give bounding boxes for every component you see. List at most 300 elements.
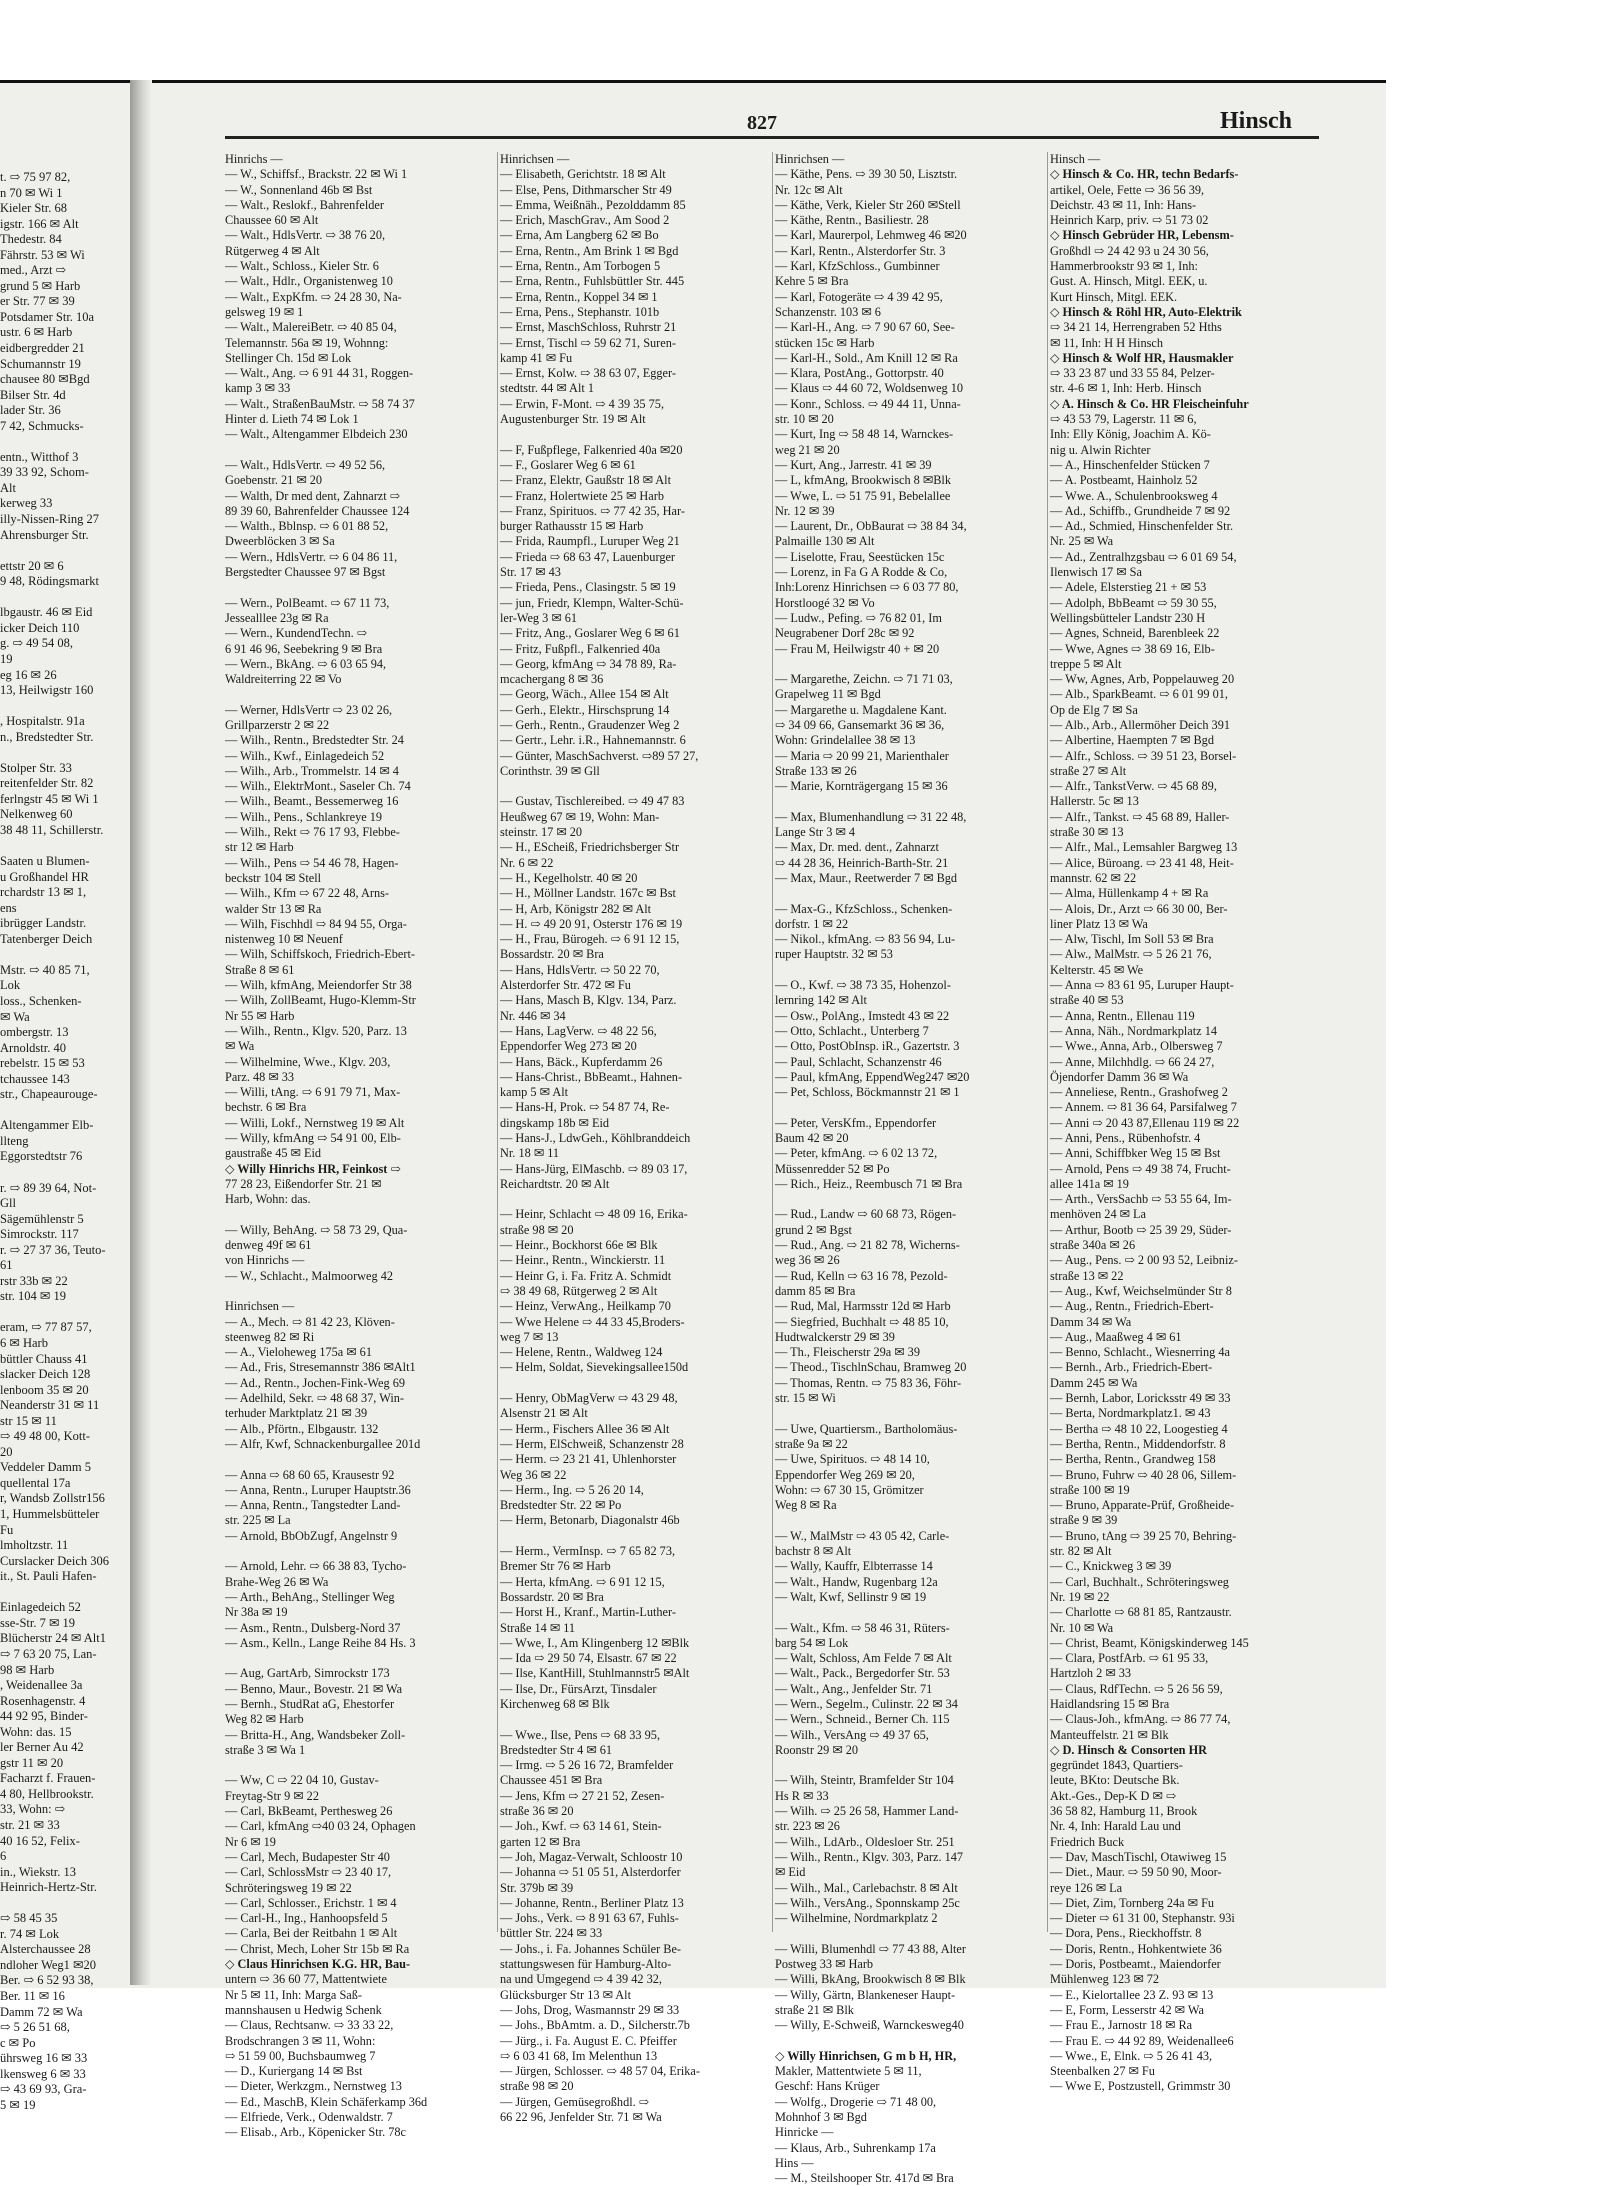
- directory-entry-line: Weg 36 ✉ 22: [500, 1467, 567, 1482]
- directory-entry-line: — Henry, ObMagVerw ⇨ 43 29 48,: [500, 1391, 678, 1406]
- directory-entry-line: Stellinger Ch. 15d ✉ Lok: [225, 350, 352, 365]
- directory-entry-line: Schröteringsweg 19 ✉ 22: [225, 1880, 352, 1895]
- directory-entry-line: — F, Fußpflege, Falkenried 40a ✉20: [500, 442, 683, 457]
- directory-entry-line: — Peter, kfmAng. ⇨ 6 02 13 72,: [775, 1146, 938, 1161]
- directory-entry-line: — Dav, MaschTischl, Otawiweg 15: [1050, 1849, 1227, 1864]
- directory-entry-line: — Benno, Maur., Bovestr. 21 ✉ Wa: [225, 1681, 403, 1696]
- directory-entry-line: Nr. 12c ✉ Alt: [775, 182, 843, 197]
- directory-entry-line: — Hans-J., LdwGeh., Köhlbranddeich: [500, 1131, 691, 1145]
- directory-column-2: [500, 152, 770, 2124]
- directory-entry-line: 9 48, Rödingsmarkt: [0, 574, 99, 589]
- directory-entry-line: — Ww, C ⇨ 22 04 10, Gustav-: [225, 1773, 379, 1788]
- directory-entry-line: dorfstr. 1 ✉ 22: [775, 916, 849, 931]
- directory-entry-line: c ✉ Po: [0, 2035, 36, 2050]
- directory-entry-line: — Ida ⇨ 29 50 74, Elsastr. 67 ✉ 22: [500, 1651, 677, 1666]
- directory-entry-line: Haidlandsring 15 ✉ Bra: [1050, 1696, 1170, 1711]
- directory-entry-line: [775, 1406, 1045, 1421]
- directory-entry-line: — Wwe., Ilse, Pens ⇨ 68 33 95,: [500, 1727, 661, 1742]
- directory-entry-line: — A., Vieloheweg 175a ✉ 61: [225, 1345, 372, 1360]
- directory-entry-line: — Arnold, Pens ⇨ 49 38 74, Frucht-: [1050, 1161, 1231, 1176]
- directory-entry-line: Glücksburger Str 13 ✉ Alt: [500, 1987, 631, 2002]
- directory-entry-line: Op de Elg 7 ✉ Sa: [1050, 702, 1138, 717]
- directory-column-1: [225, 152, 495, 2140]
- directory-column-4: [1050, 152, 1320, 2094]
- directory-entry-line: Tatenberger Deich: [0, 931, 93, 946]
- directory-entry-line: ◇ D. Hinsch & Consorten HR: [1050, 1742, 1208, 1757]
- directory-entry-line: — Walt., Kfm. ⇨ 58 46 31, Rüters-: [775, 1620, 950, 1635]
- directory-entry-line: — Siegfried, Buchhalt ⇨ 48 85 10,: [775, 1314, 949, 1329]
- directory-entry-line: Hs R ✉ 33: [775, 1788, 829, 1803]
- directory-entry-line: — Osw., PolAng., Imstedt 43 ✉ 22: [775, 1008, 950, 1023]
- directory-entry-line: — Paul, kfmAng, EppendWeg247 ✉20: [775, 1069, 970, 1084]
- directory-entry-line: quellental 17a: [0, 1475, 71, 1490]
- directory-entry-line: Harb, Wohn: das.: [225, 1192, 311, 1207]
- directory-entry-line: — Britta-H., Ang, Wandsbeker Zoll-: [225, 1727, 406, 1742]
- directory-entry-line: [225, 1651, 495, 1666]
- directory-entry-line: straße 98 ✉ 20: [500, 2079, 574, 2094]
- directory-entry-line: Steenbalken 27 ✉ Fu: [1050, 2064, 1155, 2079]
- directory-entry-line: Reichardtstr. 20 ✉ Alt: [500, 1176, 610, 1191]
- directory-entry-line: — Ilse, KantHill, Stuhlmannstr5 ✉Alt: [500, 1666, 690, 1681]
- directory-entry-line: — Wilh., Arb., Trommelstr. 14 ✉ 4: [225, 763, 399, 778]
- directory-entry-line: ettstr 20 ✉ 6: [0, 558, 64, 573]
- directory-entry-line: straße 21 ✉ Blk: [775, 2002, 854, 2017]
- directory-entry-line: gaustraße 45 ✉ Eid: [225, 1146, 322, 1161]
- directory-entry-line: — Margarethe, Zeichn. ⇨ 71 71 03,: [775, 672, 953, 687]
- directory-entry-line: — A. Postbeamt, Hainholz 52: [1050, 473, 1198, 488]
- directory-entry-line: [225, 443, 495, 458]
- directory-entry-line: Palmaille 130 ✉ Alt: [775, 534, 875, 549]
- directory-entry-line: Corinthstr. 39 ✉ Gll: [500, 763, 600, 778]
- directory-entry-line: straße 9 ✉ 39: [1050, 1513, 1118, 1528]
- directory-entry-line: — Willi, Blumenhdl ⇨ 77 43 88, Alter: [775, 1941, 966, 1956]
- directory-entry-line: [0, 745, 128, 761]
- directory-entry-line: artikel, Oele, Fette ⇨ 36 56 39,: [1050, 182, 1205, 197]
- directory-entry-line: — Pet, Schloss, Böckmannstr 21 ✉ 1: [775, 1085, 960, 1100]
- directory-entry-line: [775, 1513, 1045, 1528]
- directory-entry-line: — Jens, Kfm ⇨ 27 21 52, Zesen-: [500, 1788, 665, 1803]
- directory-entry-line: — Jürgen, Schlosser. ⇨ 48 57 04, Erika-: [500, 2064, 700, 2079]
- directory-entry-line: — Jürgen, Gemüsegroßhdl. ⇨: [500, 2094, 650, 2109]
- directory-entry-line: straße 36 ✉ 20: [500, 1804, 574, 1819]
- directory-entry-line: — Uwe, Quartiersm., Bartholomäus-: [775, 1421, 958, 1436]
- directory-entry-line: ◇ Willy Hinrichsen, G m b H, HR,: [775, 2048, 957, 2063]
- directory-entry-line: — Bruno, Apparate-Prüf, Großheide-: [1050, 1498, 1235, 1513]
- directory-entry-line: stedtstr. 44 ✉ Alt 1: [500, 381, 594, 396]
- directory-entry-line: 89 39 60, Bahrenfelder Chaussee 124: [225, 503, 410, 518]
- directory-entry-line: illy-Nissen-Ring 27: [0, 512, 99, 527]
- directory-entry-line: — D., Kuriergang 14 ✉ Bst: [225, 2064, 363, 2079]
- directory-entry-line: Damm 34 ✉ Wa: [1050, 1314, 1132, 1329]
- directory-entry-line: — Alice, Büroang. ⇨ 23 41 48, Heit-: [1050, 855, 1234, 870]
- directory-entry-line: str 12 ✉ Harb: [225, 840, 294, 855]
- directory-entry-line: — Anna ⇨ 83 61 95, Luruper Haupt-: [1050, 978, 1234, 993]
- directory-entry-line: — Frieda ⇨ 68 63 47, Lauenburger: [500, 549, 676, 564]
- directory-entry-line: — Walt., HdlsVertr. ⇨ 38 76 20,: [225, 228, 386, 243]
- directory-entry-line: ombergstr. 13: [0, 1025, 69, 1040]
- directory-entry-line: ler-Weg 3 ✉ 61: [500, 610, 578, 625]
- directory-entry-line: Alsterchaussee 28: [0, 1942, 91, 1957]
- directory-entry-line: — Ad., Schmied, Hinschenfelder Str.: [1050, 519, 1234, 534]
- directory-entry-line: str. 10 ✉ 20: [775, 412, 834, 427]
- directory-entry-line: — Doris, Rentn., Hohkentwiete 36: [1050, 1941, 1222, 1956]
- column-divider: [1047, 152, 1048, 1932]
- directory-entry-line: — Carl, kfmAng ⇨40 03 24, Ophagen: [225, 1819, 416, 1834]
- directory-entry-line: — Hans-H, Prok. ⇨ 54 87 74, Re-: [500, 1100, 670, 1115]
- directory-entry-line: eg 16 ✉ 26: [0, 667, 57, 682]
- directory-entry-line: Neanderstr 31 ✉ 11: [0, 1398, 100, 1413]
- directory-entry-line: Bredstedter Str 4 ✉ 61: [500, 1742, 613, 1757]
- directory-entry-line: — Wilh., Kwf., Einlagedeich 52: [225, 748, 385, 763]
- directory-entry-line: — Rud, Mal, Harmsstr 12d ✉ Harb: [775, 1299, 951, 1314]
- directory-entry-line: [775, 963, 1045, 978]
- directory-entry-line: — Willy, E-Schweiß, Warnckesweg40: [775, 2018, 964, 2033]
- directory-entry-line: Hinsch —: [1050, 152, 1101, 166]
- directory-entry-line: chausee 80 ✉Bgd: [0, 372, 90, 387]
- directory-entry-line: — Agnes, Schneid, Barenbleek 22: [1050, 626, 1220, 641]
- directory-entry-line: bachstr 8 ✉ Alt: [775, 1544, 852, 1559]
- directory-entry-line: — Herm., Ing. ⇨ 5 26 20 14,: [500, 1482, 644, 1497]
- directory-entry-line: menhöven 24 ✉ La: [1050, 1207, 1147, 1222]
- directory-entry-line: [225, 580, 495, 595]
- directory-entry-line: ⇨ 43 53 79, Lagerstr. 11 ✉ 6,: [1050, 412, 1197, 427]
- directory-entry-line: Mohnhof 3 ✉ Bgd: [775, 2110, 867, 2124]
- directory-entry-line: — Günter, MaschSachverst. ⇨89 57 27,: [500, 748, 699, 763]
- directory-entry-line: — Max, Dr. med. dent., Zahnarzt: [775, 840, 939, 855]
- directory-entry-line: lbgaustr. 46 ✉ Eid: [0, 605, 93, 620]
- directory-entry-line: [0, 590, 128, 606]
- directory-entry-line: Stolper Str. 33: [0, 760, 72, 775]
- directory-entry-line: — Ww, Agnes, Arb, Poppelauweg 20: [1050, 672, 1235, 687]
- directory-entry-line: — Wern., BkAng. ⇨ 6 03 65 94,: [225, 656, 387, 671]
- directory-entry-line: — Frieda, Pens., Clasingstr. 5 ✉ 19: [500, 580, 676, 595]
- directory-entry-line: — Jürg., i. Fa. August E. C. Pfeiffer: [500, 2033, 677, 2048]
- directory-entry-line: — Anna ⇨ 68 60 65, Krausestr 92: [225, 1467, 395, 1482]
- directory-entry-line: — Alois, Dr., Arzt ⇨ 66 30 00, Ber-: [1050, 901, 1228, 916]
- directory-entry-line: — Otto, PostObInsp. iR., Gazertstr. 3: [775, 1039, 960, 1054]
- directory-entry-line: — Alb., Pförtn., Elbgaustr. 132: [225, 1421, 379, 1436]
- directory-entry-line: — Franz, Holertwiete 25 ✉ Harb: [500, 488, 664, 503]
- directory-entry-line: straße 13 ✉ 22: [1050, 1268, 1124, 1283]
- directory-entry-line: mannshausen u Hedwig Schenk: [225, 2002, 382, 2017]
- directory-entry-line: Goebenstr. 21 ✉ 20: [225, 473, 323, 488]
- directory-entry-line: — Hans, HdlsVertr. ⇨ 50 22 70,: [500, 962, 660, 977]
- directory-entry-line: — Gertr., Lehr. i.R., Hahnemannstr. 6: [500, 733, 686, 748]
- directory-entry-line: str. 104 ✉ 19: [0, 1289, 67, 1304]
- directory-entry-line: lkensweg 6 ✉ 33: [0, 2066, 86, 2081]
- directory-entry-line: [0, 1103, 128, 1119]
- directory-entry-line: — Wilh., Rentn., Klgv. 520, Parz. 13: [225, 1023, 407, 1038]
- directory-entry-line: Str. 17 ✉ 43: [500, 565, 561, 580]
- directory-entry-line: Bossardstr. 20 ✉ Bra: [500, 1589, 604, 1604]
- directory-entry-line: — Ad., Zentralhzgsbau ⇨ 6 01 69 54,: [1050, 549, 1237, 564]
- directory-entry-line: Wohn: ⇨ 67 30 15, Grömitzer: [775, 1482, 924, 1497]
- directory-entry-line: — Wilh, Schiffskoch, Friedrich-Ebert-: [225, 947, 415, 962]
- directory-entry-line: ✉ Eid: [775, 1865, 806, 1880]
- directory-entry-line: — Wilh., Kfm ⇨ 67 22 48, Arns-: [225, 886, 389, 901]
- directory-entry-line: Rosenhagenstr. 4: [0, 1693, 86, 1708]
- directory-entry-line: Roonstr 29 ✉ 20: [775, 1742, 859, 1757]
- directory-entry-line: rchardstr 13 ✉ 1,: [0, 885, 87, 900]
- directory-entry-line: 33, Wohn: ⇨: [0, 1802, 66, 1817]
- directory-entry-line: ibrügger Landstr.: [0, 916, 87, 931]
- directory-entry-line: ◇ Hinsch & Röhl HR, Auto-Elektrik: [1050, 304, 1242, 319]
- directory-entry-line: — Bertha, Rentn., Grandweg 158: [1050, 1452, 1216, 1467]
- directory-entry-line: straße 98 ✉ 20: [500, 1222, 574, 1237]
- directory-entry-line: — Walt., Schloss., Kieler Str. 6: [225, 259, 379, 274]
- directory-entry-line: [500, 1712, 770, 1727]
- directory-entry-line: — Anna, Rentn., Luruper Hauptstr.36: [225, 1482, 411, 1497]
- directory-entry-line: — Wilh., VersAng., Sponnskamp 25c: [775, 1895, 960, 1910]
- directory-entry-line: Ahrensburger Str.: [0, 527, 89, 542]
- directory-entry-line: — Heinr., Rentn., Winckierstr. 11: [500, 1253, 666, 1268]
- directory-entry-line: 6 ✉ Harb: [0, 1336, 48, 1351]
- directory-entry-line: — Walt., Handw, Rugenbarg 12a: [775, 1574, 938, 1589]
- directory-entry-line: Postweg 33 ✉ Harb: [775, 1957, 874, 1972]
- directory-entry-line: — Ed., MaschB, Klein Schäferkamp 36d: [225, 2094, 428, 2109]
- directory-entry-line: [500, 1192, 770, 1207]
- directory-entry-line: — Wilh., Pens ⇨ 54 46 78, Hagen-: [225, 855, 399, 870]
- directory-entry-line: — Gustav, Tischlereibed. ⇨ 49 47 83: [500, 794, 685, 809]
- directory-entry-line: bechstr. 6 ✉ Bra: [225, 1100, 307, 1115]
- directory-entry-line: — Franz, Elektr, Gaußstr 18 ✉ Alt: [500, 473, 672, 488]
- directory-entry-line: — Johanne, Rentn., Berliner Platz 13: [500, 1895, 684, 1910]
- directory-entry-line: 7 42, Schmucks-: [0, 418, 84, 433]
- directory-entry-line: mcachergang 8 ✉ 36: [500, 672, 604, 687]
- directory-entry-line: — Bruno, Fuhrw ⇨ 40 28 06, Sillem-: [1050, 1467, 1237, 1482]
- directory-entry-line: — A., Mech. ⇨ 81 42 23, Klöven-: [225, 1314, 395, 1329]
- directory-entry-line: — Erna, Am Langberg 62 ✉ Bo: [500, 228, 659, 243]
- directory-entry-line: rebelstr. 15 ✉ 53: [0, 1056, 85, 1071]
- directory-entry-line: — H., Kegelholstr. 40 ✉ 20: [500, 870, 638, 885]
- directory-entry-line: gstr 11 ✉ 20: [0, 1755, 64, 1770]
- directory-entry-line: Arnoldstr. 40: [0, 1040, 66, 1055]
- directory-entry-line: — Wilh, Fischhdl ⇨ 84 94 55, Orga-: [225, 916, 407, 931]
- directory-entry-line: Nr. 18 ✉ 11: [500, 1146, 560, 1161]
- directory-entry-line: — Konr., Schloss. ⇨ 49 44 11, Unna-: [775, 396, 961, 411]
- directory-entry-line: — Aug., Kwf, Weichselmünder Str 8: [1050, 1283, 1232, 1298]
- directory-entry-line: reye 126 ✉ La: [1050, 1880, 1123, 1895]
- directory-entry-line: ◇ Hinsch & Co. HR, techn Bedarfs-: [1050, 167, 1239, 182]
- directory-entry-line: Fu: [0, 1522, 14, 1537]
- directory-entry-line: Altengammer Elb-: [0, 1118, 94, 1133]
- directory-entry-line: [775, 657, 1045, 672]
- book-gutter: [130, 80, 152, 1985]
- directory-entry-line: eram, ⇨ 77 87 57,: [0, 1320, 92, 1335]
- directory-entry-line: — Walt., Ang., Jenfelder Str. 71: [775, 1681, 933, 1696]
- directory-entry-line: Damm 72 ✉ Wa: [0, 2004, 83, 2019]
- directory-entry-line: untern ⇨ 36 60 77, Mattentwiete: [225, 1972, 387, 1987]
- directory-entry-line: str. 21 ✉ 33: [0, 1817, 60, 1832]
- directory-entry-line: — Margarethe u. Magdalene Kant.: [775, 702, 947, 717]
- directory-entry-line: dingskamp 18b ✉ Eid: [500, 1115, 610, 1130]
- directory-entry-line: — Thomas, Rentn. ⇨ 75 83 36, Föhr-: [775, 1375, 962, 1390]
- directory-entry-line: Weg 82 ✉ Harb: [225, 1712, 304, 1727]
- directory-entry-line: Brodschrangen 3 ✉ 11, Wohn:: [225, 2033, 376, 2048]
- directory-entry-line: Nr. 12 ✉ 39: [775, 503, 835, 518]
- directory-entry-line: — Karl-H., Sold., Am Knill 12 ✉ Ra: [775, 350, 958, 365]
- directory-entry-line: stücken 15c ✉ Harb: [775, 335, 875, 350]
- directory-entry-line: — Irmg. ⇨ 5 26 16 72, Bramfelder: [500, 1758, 674, 1773]
- directory-entry-line: [0, 1585, 128, 1601]
- directory-entry-line: — Alw., MalMstr. ⇨ 5 26 21 76,: [1050, 947, 1212, 962]
- directory-entry-line: — Wwe Helene ⇨ 44 33 45,Broders-: [500, 1314, 685, 1329]
- directory-entry-line: — Asm., Rentn., Dulsberg-Nord 37: [225, 1620, 401, 1635]
- directory-entry-line: — Walt, Schloss, Am Felde 7 ✉ Alt: [775, 1651, 952, 1666]
- directory-entry-line: Grillparzerstr 2 ✉ 22: [225, 717, 330, 732]
- directory-entry-line: ◇ Willy Hinrichs HR, Feinkost ⇨: [225, 1161, 401, 1176]
- directory-entry-line: llteng: [0, 1133, 29, 1148]
- directory-entry-line: [500, 779, 770, 794]
- directory-entry-line: — Ilse, Dr., FürsArzt, Tinsdaler: [500, 1681, 657, 1696]
- directory-entry-line: — Uwe, Spirituos. ⇨ 48 14 10,: [775, 1452, 930, 1467]
- directory-entry-line: — H., Möllner Landstr. 167c ✉ Bst: [500, 886, 676, 901]
- directory-entry-line: kamp 5 ✉ Alt: [500, 1085, 569, 1100]
- directory-entry-line: 77 28 23, Eißendorfer Str. 21 ✉: [225, 1176, 382, 1191]
- directory-entry-line: — Hans-Christ., BbBeamt., Hahnen-: [500, 1069, 683, 1084]
- directory-entry-line: gelsweg 19 ✉ 1: [225, 304, 304, 319]
- directory-entry-line: Bilser Str. 4d: [0, 387, 66, 402]
- directory-entry-line: — Aug., Pens. ⇨ 2 00 93 52, Leibniz-: [1050, 1253, 1238, 1268]
- directory-entry-line: Curslacker Deich 306: [0, 1553, 109, 1568]
- directory-entry-line: gegründet 1843, Quartiers-: [1050, 1758, 1183, 1773]
- directory-entry-line: — Doris, Postbeamt., Maiendorfer: [1050, 1957, 1221, 1972]
- directory-entry-line: , Weidenallee 3a: [0, 1678, 83, 1693]
- page-number: 827: [747, 112, 777, 134]
- directory-entry-line: Hammerbrookstr 93 ✉ 1, Inh:: [1050, 259, 1198, 274]
- directory-entry-line: er Str. 77 ✉ 39: [0, 294, 75, 309]
- directory-entry-line: allee 141a ✉ 19: [1050, 1176, 1129, 1191]
- directory-entry-line: — Frau E., Jarnostr 18 ✉ Ra: [1050, 2018, 1193, 2033]
- directory-entry-line: — Max, Maur., Reetwerder 7 ✉ Bgd: [775, 870, 958, 885]
- directory-entry-line: rstr 33b ✉ 22: [0, 1273, 68, 1288]
- directory-entry-line: Heinrich-Hertz-Str.: [0, 1880, 97, 1895]
- directory-entry-line: — Erna, Rentn., Am Brink 1 ✉ Bgd: [500, 243, 679, 258]
- directory-entry-line: — Walth, Dr med dent, Zahnarzt ⇨: [225, 488, 401, 503]
- directory-entry-line: damm 85 ✉ Bra: [775, 1283, 856, 1298]
- directory-entry-line: Kieler Str. 68: [0, 201, 68, 216]
- directory-entry-line: — W., Schlacht., Malmoorweg 42: [225, 1268, 394, 1283]
- directory-entry-line: — Otto, Schlacht., Unterberg 7: [775, 1023, 929, 1038]
- directory-entry-line: — Bernh., Arb., Friedrich-Ebert-: [1050, 1360, 1213, 1375]
- directory-entry-line: [225, 1207, 495, 1222]
- directory-entry-line: t. ⇨ 75 97 82,: [0, 170, 71, 184]
- directory-entry-line: — Hans, LagVerw. ⇨ 48 22 56,: [500, 1023, 657, 1038]
- directory-entry-line: — E, Form, Lesserstr 42 ✉ Wa: [1050, 2002, 1204, 2017]
- directory-entry-line: in., Wiekstr. 13: [0, 1864, 77, 1879]
- directory-entry-line: — Karl, Maurerpol, Lehmweg 46 ✉20: [775, 228, 967, 243]
- directory-entry-line: — Frida, Raumpfl., Luruper Weg 21: [500, 534, 680, 549]
- directory-entry-line: str. 82 ✉ Alt: [1050, 1544, 1112, 1559]
- directory-entry-line: — Frau E. ⇨ 44 92 89, Weidenallee6: [1050, 2033, 1234, 2048]
- directory-entry-line: — Erna, Rentn., Koppel 34 ✉ 1: [500, 289, 658, 304]
- directory-entry-line: ◇ Hinsch & Wolf HR, Hausmakler: [1050, 350, 1234, 365]
- directory-entry-line: — Arnold, Lehr. ⇨ 66 38 83, Tycho-: [225, 1559, 407, 1574]
- directory-entry-line: [775, 1100, 1045, 1115]
- directory-entry-line: — M., Steilshooper Str. 417d ✉ Bra: [775, 2171, 954, 2186]
- header-rule: [225, 136, 1319, 139]
- directory-entry-line: — Emma, Weißnäh., Pezolddamm 85: [500, 197, 686, 212]
- directory-entry-line: von Hinrichs —: [225, 1253, 305, 1268]
- directory-entry-line: straße 340a ✉ 26: [1050, 1238, 1136, 1253]
- directory-entry-line: ◇ A. Hinsch & Co. HR Fleischeinfuhr: [1050, 396, 1249, 411]
- directory-entry-line: Hallerstr. 5c ✉ 13: [1050, 794, 1139, 809]
- directory-entry-line: — Hans, Bäck., Kupferdamm 26: [500, 1054, 663, 1069]
- directory-entry-line: — Wern., HdlsVertr. ⇨ 6 04 86 11,: [225, 549, 398, 564]
- directory-entry-line: — Alw, Tischl, Im Soll 53 ✉ Bra: [1050, 932, 1214, 947]
- directory-entry-line: — Alfr, Kwf, Schnackenburgallee 201d: [225, 1436, 421, 1451]
- directory-entry-line: 19: [0, 651, 13, 666]
- directory-entry-line: Wellingsbütteler Landstr 230 H: [1050, 610, 1206, 625]
- directory-entry-line: — Wwe E, Postzustell, Grimmstr 30: [1050, 2079, 1231, 2094]
- directory-entry-line: liner Platz 13 ✉ Wa: [1050, 916, 1148, 931]
- directory-entry-line: straße 27 ✉ Alt: [1050, 763, 1127, 778]
- directory-entry-line: — Carla, Bei der Reitbahn 1 ✉ Alt: [225, 1926, 398, 1941]
- directory-entry-line: [0, 839, 128, 855]
- directory-entry-line: Waldreiterring 22 ✉ Vo: [225, 672, 342, 687]
- directory-entry-line: na und Umgegend ⇨ 4 39 42 32,: [500, 1972, 662, 1987]
- directory-entry-line: — Herm. ⇨ 23 21 41, Uhlenhorster: [500, 1452, 677, 1467]
- directory-entry-line: Lok: [0, 978, 21, 993]
- directory-entry-line: r. ⇨ 89 39 64, Not-: [0, 1180, 97, 1195]
- directory-entry-line: steinstr. 17 ✉ 20: [500, 825, 583, 840]
- directory-entry-line: Geschf: Hans Krüger: [775, 2079, 880, 2094]
- directory-entry-line: [500, 427, 770, 442]
- directory-entry-line: — Benno, Schlacht., Wiesnerring 4a: [1050, 1345, 1230, 1360]
- directory-entry-line: — Käthe, Verk, Kieler Str 260 ✉Stell: [775, 197, 961, 212]
- directory-entry-line: — Karl, Rentn., Alsterdorfer Str. 3: [775, 243, 946, 258]
- directory-entry-line: — Ad., Rentn., Jochen-Fink-Weg 69: [225, 1375, 406, 1390]
- directory-entry-line: Potsdamer Str. 10a: [0, 309, 95, 324]
- directory-entry-line: — Johs., Verk. ⇨ 8 91 63 67, Fuhls-: [500, 1911, 679, 1926]
- directory-entry-line: Facharzt f. Frauen-: [0, 1771, 96, 1786]
- directory-entry-line: Weg 8 ✉ Ra: [775, 1498, 837, 1513]
- directory-entry-line: , Hospitalstr. 91a: [0, 714, 85, 729]
- directory-entry-line: — Dora, Pens., Rieckhoffstr. 8: [1050, 1926, 1202, 1941]
- directory-entry-line: — Alb., Arb., Allermöher Deich 391: [1050, 717, 1230, 732]
- directory-entry-line: med., Arzt ⇨: [0, 263, 67, 278]
- directory-entry-line: — Willy, Gärtn, Blankeneser Haupt-: [775, 1987, 956, 2002]
- directory-entry-line: — Rud., Landw ⇨ 60 68 73, Rögen-: [775, 1207, 957, 1222]
- directory-entry-line: tchaussee 143: [0, 1071, 70, 1086]
- directory-entry-line: sse-Str. 7 ✉ 19: [0, 1615, 76, 1630]
- directory-entry-line: Mstr. ⇨ 40 85 71,: [0, 962, 90, 977]
- directory-entry-line: [225, 687, 495, 702]
- directory-entry-line: u Großhandel HR: [0, 869, 89, 884]
- directory-entry-line: nig u. Alwin Richter: [1050, 442, 1151, 457]
- directory-entry-line: ◇ Claus Hinrichsen K.G. HR, Bau-: [225, 1957, 411, 1972]
- directory-entry-line: 13, Heilwigstr 160: [0, 683, 94, 698]
- directory-entry-line: Wohn: Grindelallee 38 ✉ 13: [775, 733, 916, 748]
- directory-entry-line: — Rich., Heiz., Reembusch 71 ✉ Bra: [775, 1176, 963, 1191]
- directory-entry-line: Baum 42 ✉ 20: [775, 1131, 849, 1145]
- directory-entry-line: Ber. ⇨ 6 52 93 38,: [0, 1973, 94, 1988]
- directory-entry-line: ⇨ 5 26 51 68,: [0, 2020, 70, 2035]
- directory-entry-line: — H., EScheiß, Friedrichsberger Str: [500, 840, 680, 855]
- directory-entry-line: ndloher Weg1 ✉20: [0, 1957, 97, 1972]
- directory-entry-line: — Max, Blumenhandlung ⇨ 31 22 48,: [775, 809, 967, 824]
- directory-entry-line: — Wilh., Mal., Carlebachstr. 8 ✉ Alt: [775, 1880, 958, 1895]
- directory-entry-line: — Wilh., Rentn., Klgv. 303, Parz. 147: [775, 1849, 964, 1864]
- directory-entry-line: — Th., Fleischerstr 29a ✉ 39: [775, 1345, 920, 1360]
- directory-entry-line: ferlngstr 45 ✉ Wi 1: [0, 791, 99, 806]
- directory-entry-line: Nr. 6 ✉ 22: [500, 855, 554, 870]
- directory-entry-line: — Klaus, Arb., Suhrenkamp 17a: [775, 2140, 936, 2155]
- directory-entry-line: Straße 133 ✉ 26: [775, 763, 857, 778]
- directory-entry-line: — Wally, Kauffr, Elbterrasse 14: [775, 1559, 933, 1574]
- directory-entry-line: — Wilh, Steintr, Bramfelder Str 104: [775, 1773, 954, 1788]
- directory-entry-line: — Walt., Ang. ⇨ 6 91 44 31, Roggen-: [225, 366, 414, 381]
